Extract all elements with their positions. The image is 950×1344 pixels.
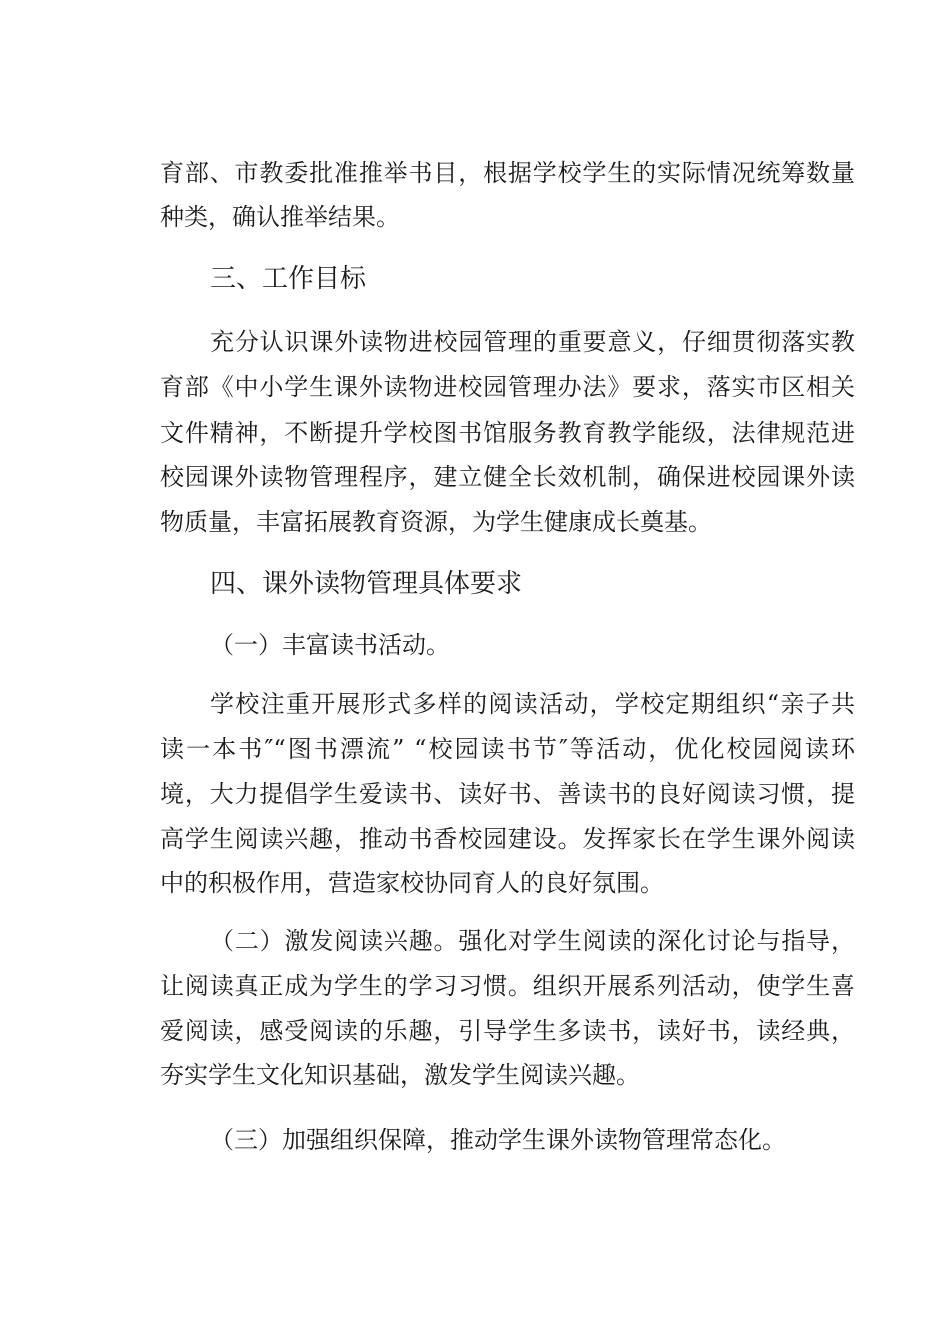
subsection-heading-3: （三）加强组织保障，推动学生课外读物管理常态化。 <box>210 1126 786 1154</box>
body-text-line: 让阅读真正成为学生的学习习惯。组织开展系列活动，使学生喜 <box>160 972 855 1000</box>
body-text-line: 校园课外读物管理程序，建立健全长效机制，确保进校园课外读 <box>160 463 855 491</box>
body-text-line: 夯实学生文化知识基础，激发学生阅读兴趣。 <box>160 1061 640 1089</box>
body-text-line: 爱阅读，感受阅读的乐趣，引导学生多读书，读好书，读经典， <box>160 1017 855 1045</box>
body-text-line: 高学生阅读兴趣，推动书香校园建设。发挥家长在学生课外阅读 <box>160 825 855 853</box>
body-text-line: 物质量，丰富拓展教育资源，为学生健康成长奠基。 <box>160 508 712 536</box>
body-text-line: 境，大力提倡学生爱读书、读好书、善读书的良好阅读习惯，提 <box>160 780 855 808</box>
subsection-heading-2-paragraph: （二）激发阅读兴趣。强化对学生阅读的深化讨论与指导， <box>210 927 855 955</box>
subsection-heading-1: （一）丰富读书活动。 <box>210 631 450 659</box>
body-text-line: 中的积极作用，营造家校协同育人的良好氛围。 <box>160 869 664 897</box>
section-heading-4: 四、课外读物管理具体要求 <box>210 569 523 599</box>
body-text-line: 种类，确认推举结果。 <box>160 203 400 231</box>
section-heading-3: 三、工作目标 <box>210 264 367 294</box>
body-text-line: 文件精神，不断提升学校图书馆服务教育教学能级，法律规范进 <box>160 419 855 447</box>
body-text-line: 育部《中小学生课外读物进校园管理办法》要求，落实市区相关 <box>160 373 855 401</box>
body-text-line: 读一本书″“图书漂流” “校园读书节″等活动，优化校园阅读环 <box>160 735 855 763</box>
body-text-line: 充分认识课外读物进校园管理的重要意义，仔细贯彻落实教 <box>210 328 855 356</box>
body-text-line: 育部、市教委批准推举书目，根据学校学生的实际情况统筹数量 <box>160 159 855 187</box>
body-text-line: 学校注重开展形式多样的阅读活动，学校定期组织“亲子共 <box>210 690 855 718</box>
